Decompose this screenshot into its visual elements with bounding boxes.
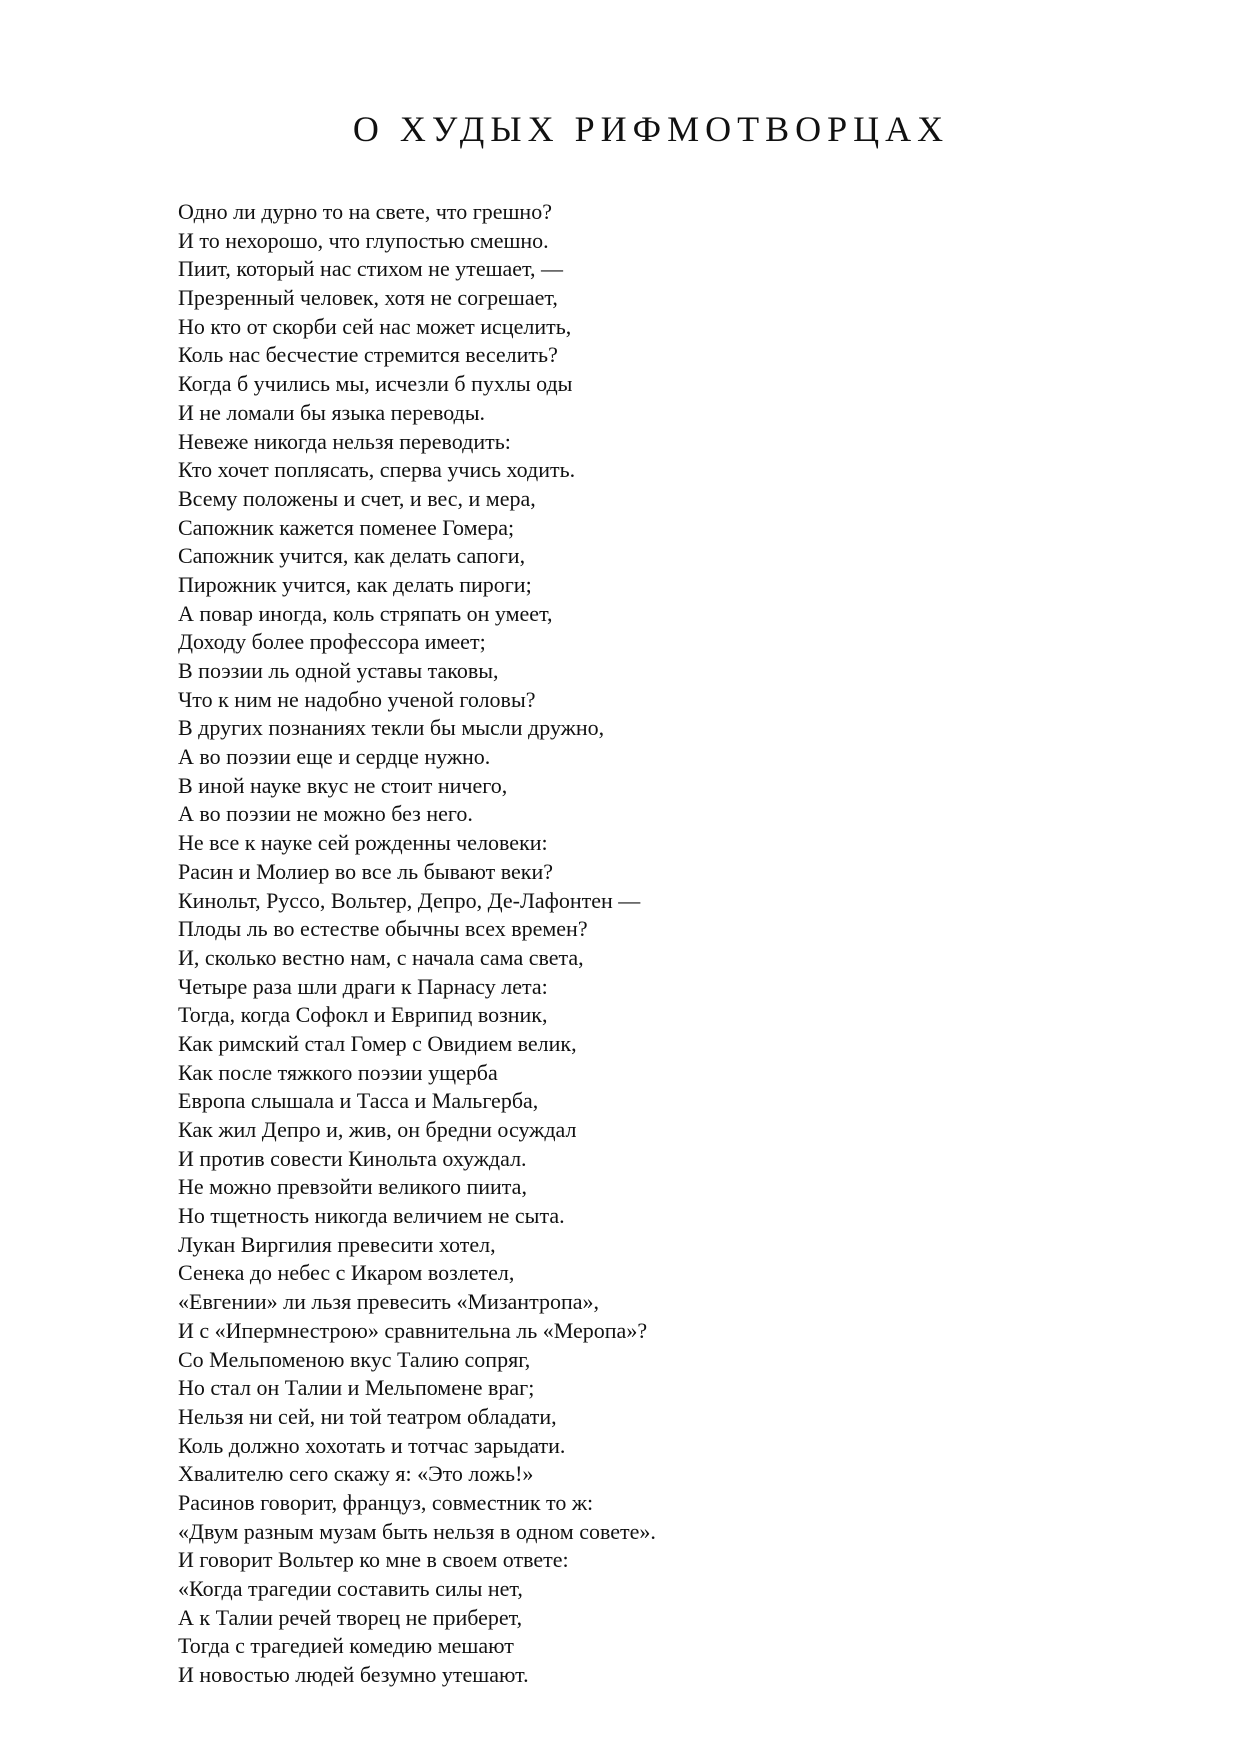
poem-line: Коль должно хохотать и тотчас зарыдати. [178,1432,566,1458]
poem-line: И то нехорошо, что глупостью смешно. [178,227,549,253]
poem-line: Не все к науке сей рожденны человеки: [178,830,548,856]
poem-line: «Евгении» ли льзя превесить «Мизантропа», [178,1289,599,1315]
poem-line: «Когда трагедии составить силы нет, [178,1576,523,1601]
poem-line: А во поэзии не можно без него. [178,801,473,827]
poem-line: Как после тяжкого поэзии ущерба [178,1059,498,1085]
poem-line: Кто хочет поплясать, сперва учись ходить. [178,457,576,483]
poem-body [178,198,1178,1690]
poem-line: Пирожник учится, как делать пироги; [178,571,532,597]
poem-line: Хвалителю сего скажу я: «Это ложь!» [178,1461,534,1487]
poem-line: Плоды ль во естестве обычны всех времен? [178,916,588,942]
poem-line: Расин и Молиер во все ль бывают веки? [178,858,553,884]
poem-line: Как римский стал Гомер с Овидием велик, [178,1030,577,1056]
poem-line: Коль нас бесчестие стремится веселить? [178,342,558,368]
poem-line: Расинов говорит, француз, совместник то ж: [178,1489,594,1515]
poem-line: Сапожник учится, как делать сапоги, [178,543,526,569]
poem-line: Что к ним не надобно ученой головы? [178,686,536,712]
poem-line: А во поэзии еще и сердце нужно. [178,744,491,770]
poem-line: Кинольт, Руссо, Вольтер, Депро, Де-Лафонтен — [178,887,641,913]
poem-line: Нельзя ни сей, ни той театром обладати, [178,1403,557,1429]
poem-line: Лукан Виргилия превесити хотел, [178,1231,496,1257]
poem-line: Но тщетность никогда величием не сыта. [178,1203,565,1229]
poem-line: Одно ли дурно то на свете, что грешно? [178,199,552,224]
poem-line: Четыре раза шли драги к Парнасу лета: [178,973,548,999]
poem-line: Всему положены и счет, и вес, и мера, [178,485,536,511]
poem-line: И не ломали бы языка переводы. [178,399,486,425]
poem-line: В иной науке вкус не стоит ничего, [178,772,508,798]
poem-line: И новостью людей безумно утешают. [178,1662,529,1688]
poem-line: Тогда, когда Софокл и Еврипид возник, [178,1002,548,1028]
poem-line: Доходу более профессора имеет; [178,629,486,655]
poem-line: Как жил Депро и, жив, он бредни осуждал [178,1117,577,1142]
poem-line: Сенека до небес с Икаром возлетел, [178,1260,515,1286]
poem-title: О ХУДЫХ РИФМОТВОРЦАХ [352,109,950,149]
poem-line: Пиит, который нас стихом не утешает, — [178,256,564,282]
poem-line: «Двум разным музам быть нельзя в одном совете». [178,1518,656,1544]
poem-line: Презренный человек, хотя не согрешает, [178,285,558,311]
poem-line: А повар иногда, коль стряпать он умеет, [178,600,553,626]
poem-line: Европа слышала и Тасса и Мальгерба, [178,1088,539,1114]
poem-line: Не можно превзойти великого пиита, [178,1174,527,1200]
poem-line: В других познаниях текли бы мысли дружно, [178,715,605,741]
poem-line: Но стал он Талии и Мельпомене враг; [178,1375,535,1401]
poem-line: В поэзии ль одной уставы таковы, [178,658,499,683]
poem-line: Невеже никогда нельзя переводить: [178,428,511,454]
poem-line: Когда б учились мы, исчезли б пухлы оды [178,371,573,397]
poem-line: Но кто от скорби сей нас может исцелить, [178,313,572,339]
poem-line: И с «Ипермнестрою» сравнительна ль «Меропа»? [178,1317,648,1343]
poem-line: Сапожник кажется поменее Гомера; [178,514,515,540]
poem-line: И говорит Вольтер ко мне в своем ответе: [178,1547,569,1573]
poem-line: И, сколько вестно нам, с начала сама света, [178,944,584,970]
poem-line: Со Мельпоменою вкус Талию сопряг, [178,1346,531,1372]
poem-line: И против совести Кинольта охуждал. [178,1145,527,1171]
poem-line: А к Талии речей творец не приберет, [178,1604,523,1630]
poem-line: Тогда с трагедией комедию мешают [178,1633,514,1659]
